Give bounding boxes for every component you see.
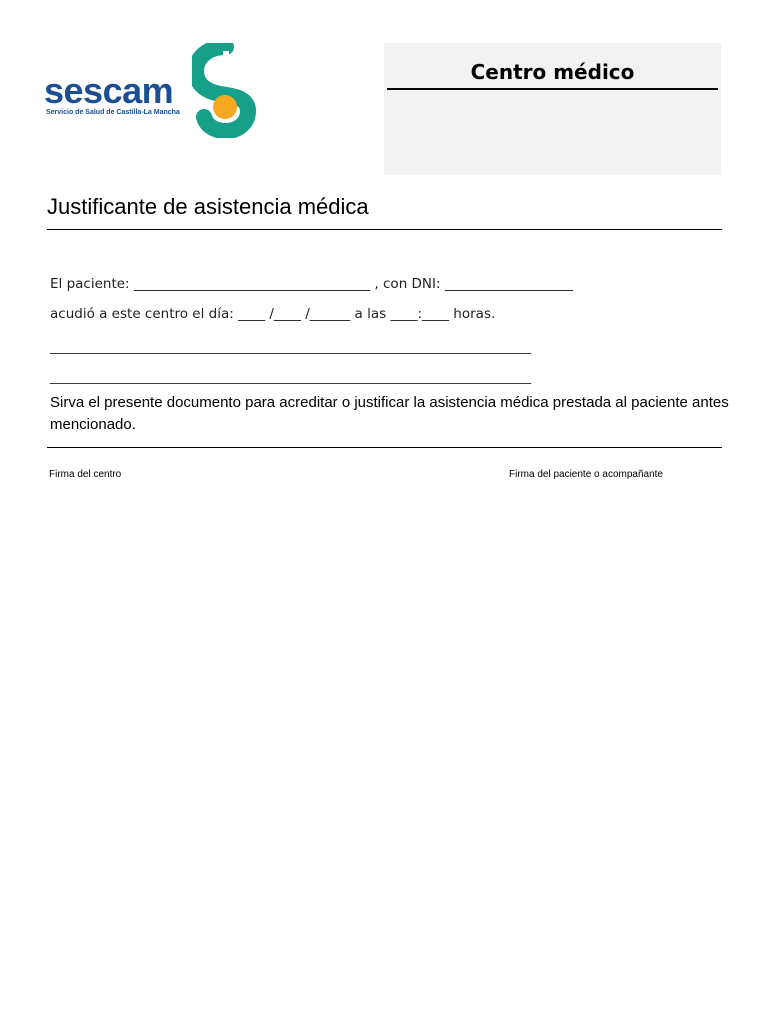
blank-line-2: _____________________________________________________________________________	[50, 369, 532, 384]
statement-paragraph: Sirva el presente documento para acreditar o justificar la asistencia médica prestada al paciente antes mencionado.	[50, 394, 729, 433]
signature-divider	[47, 447, 722, 448]
blank-line-1: _____________________________________________________________________________	[50, 339, 532, 354]
center-box	[384, 43, 721, 175]
signature-center-label: Firma del centro	[49, 469, 122, 480]
visit-date-line: acudió a este centro el día: ____ /____ /______ a las ____:____ horas.	[50, 306, 496, 322]
center-title: Centro médico	[470, 60, 635, 84]
center-title-underline	[387, 88, 718, 90]
title-divider	[47, 229, 722, 230]
patient-line: El paciente: ___________________________________ , con DNI: ___________________	[50, 276, 574, 292]
logo-s-cross-icon	[192, 43, 260, 138]
logo-wordmark: sescam	[44, 70, 174, 111]
signature-patient-label: Firma del paciente o acompañante	[509, 469, 663, 480]
sescam-logo	[44, 43, 264, 138]
document-title: Justificante de asistencia médica	[47, 194, 369, 219]
logo-subtitle: Servicio de Salud de Castilla-La Mancha	[46, 109, 180, 116]
